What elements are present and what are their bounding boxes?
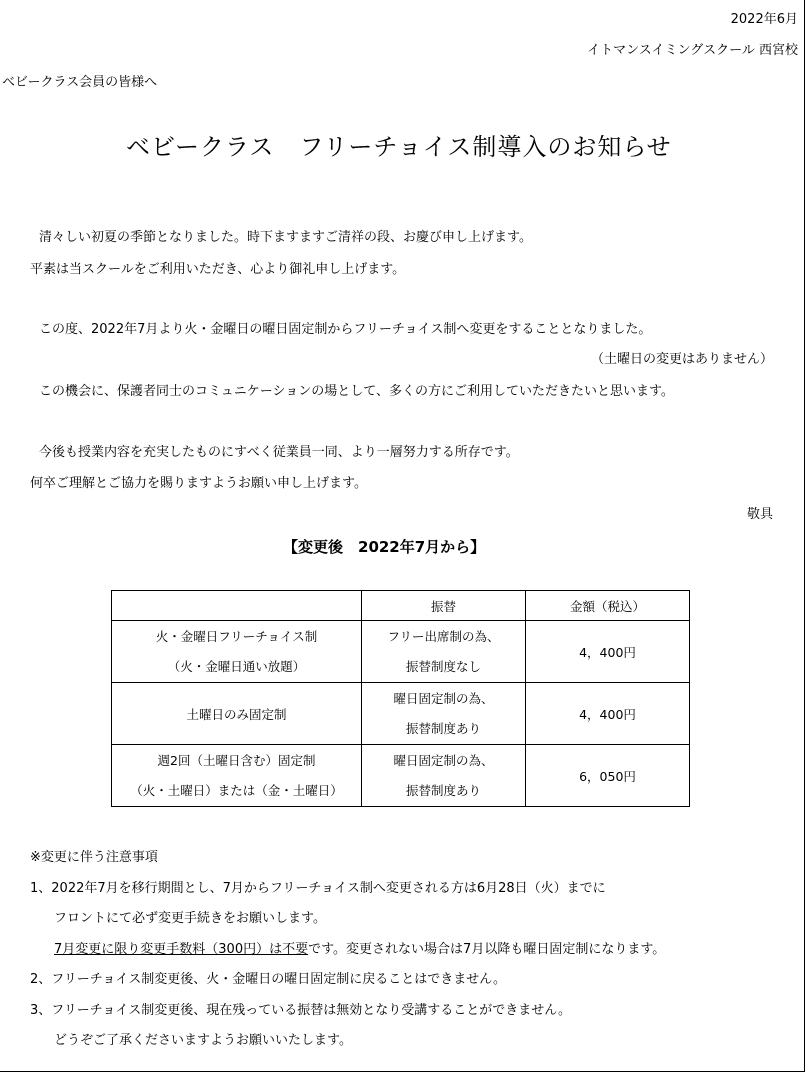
greeting-line-1: 清々しい初夏の季節となりました。時下ますますご清祥の段、お慶び申し上げます。: [39, 230, 532, 245]
plan-text: 火・金曜日フリーチョイス制: [155, 628, 318, 644]
header-cell-transfer: 振替: [362, 591, 526, 621]
table-row: [112, 745, 690, 807]
announcement-line: この度、2022年7月より火・金曜日の曜日固定制からフリーチョイス制へ変更をすることとなりました。: [39, 322, 652, 337]
header-cell-plan: [112, 591, 362, 621]
note-1-line-2: フロントにて必ず変更手続きをお願いします。: [54, 911, 326, 926]
greeting-line-2: 平素は当スクールをご利用いただき、心より御礼申し上げます。: [30, 262, 406, 277]
plan-text: （火・金曜日通い放題）: [167, 658, 306, 674]
fee-waiver-rest: です。変更されない場合は7月以降も曜日固定制になります。: [308, 942, 666, 957]
plan-cell: 土曜日のみ固定制: [112, 683, 362, 745]
transfer-text: フリー出席制の為、: [387, 628, 500, 644]
note-3-line-2: どうぞご了承くださいますようお願いいたします。: [54, 1033, 352, 1048]
transfer-text: 振替制度なし: [405, 658, 481, 674]
plan-cell: [112, 745, 362, 807]
header-cell-price: 金額（税込）: [526, 591, 690, 621]
notes-heading: ※変更に伴う注意事項: [30, 850, 158, 865]
price-cell: 4，400円: [526, 683, 690, 745]
table-header-row: [112, 591, 690, 621]
transfer-text: 曜日固定制の為、: [393, 690, 494, 706]
transfer-cell: [362, 683, 526, 745]
plan-cell: [112, 621, 362, 683]
transfer-text: 曜日固定制の為、: [393, 752, 494, 768]
note-1-line-3: [54, 938, 665, 957]
note-2: 2、フリーチョイス制変更後、火・金曜日の曜日固定制に戻ることはできません。: [30, 972, 507, 987]
transfer-cell: [362, 621, 526, 683]
fee-waiver-underlined: 7月変更に限り変更手数料（300円）は不要: [54, 942, 309, 957]
sender-name: イトマンスイミングスクール 西宮校: [587, 43, 798, 58]
plan-text: （火・土曜日）または（金・土曜日）: [130, 782, 343, 798]
price-cell: 6，050円: [526, 745, 690, 807]
closing-word: 敬具: [746, 507, 773, 522]
transfer-text: 振替制度あり: [405, 720, 481, 736]
effort-line: 今後も授業内容を充実したものにすべく従業員一同、より一層努力する所存です。: [39, 445, 519, 460]
document-date: 2022年6月: [730, 12, 798, 27]
table-row: [112, 621, 690, 683]
note-1-line-1: 1、2022年7月を移行期間とし、7月からフリーチョイス制へ変更される方は6月28日（火）までに: [30, 881, 606, 896]
recipient-line: ベビークラス会員の皆様へ: [2, 75, 158, 90]
transfer-text: 振替制度あり: [405, 782, 481, 798]
table-row: [112, 683, 690, 745]
table-heading: 【変更後 2022年7月から】: [283, 538, 486, 556]
request-line: 何卒ご理解とご協力を賜りますようお願い申し上げます。: [30, 476, 367, 491]
page-title: ベビークラス フリーチョイス制導入のお知らせ: [126, 133, 672, 161]
invitation-line: この機会に、保護者同士のコミュニケーションの場として、多くの方にご利用していただきたいと思います。: [39, 384, 674, 399]
plan-text: 週2回（土曜日含む）固定制: [157, 752, 316, 768]
transfer-cell: [362, 745, 526, 807]
note-3-line-1: 3、フリーチョイス制変更後、現在残っている振替は無効となり受講することができません。: [30, 1003, 572, 1018]
saturday-note: （土曜日の変更はありません）: [590, 352, 773, 367]
price-cell: 4，400円: [526, 621, 690, 683]
fee-table: [111, 590, 690, 807]
